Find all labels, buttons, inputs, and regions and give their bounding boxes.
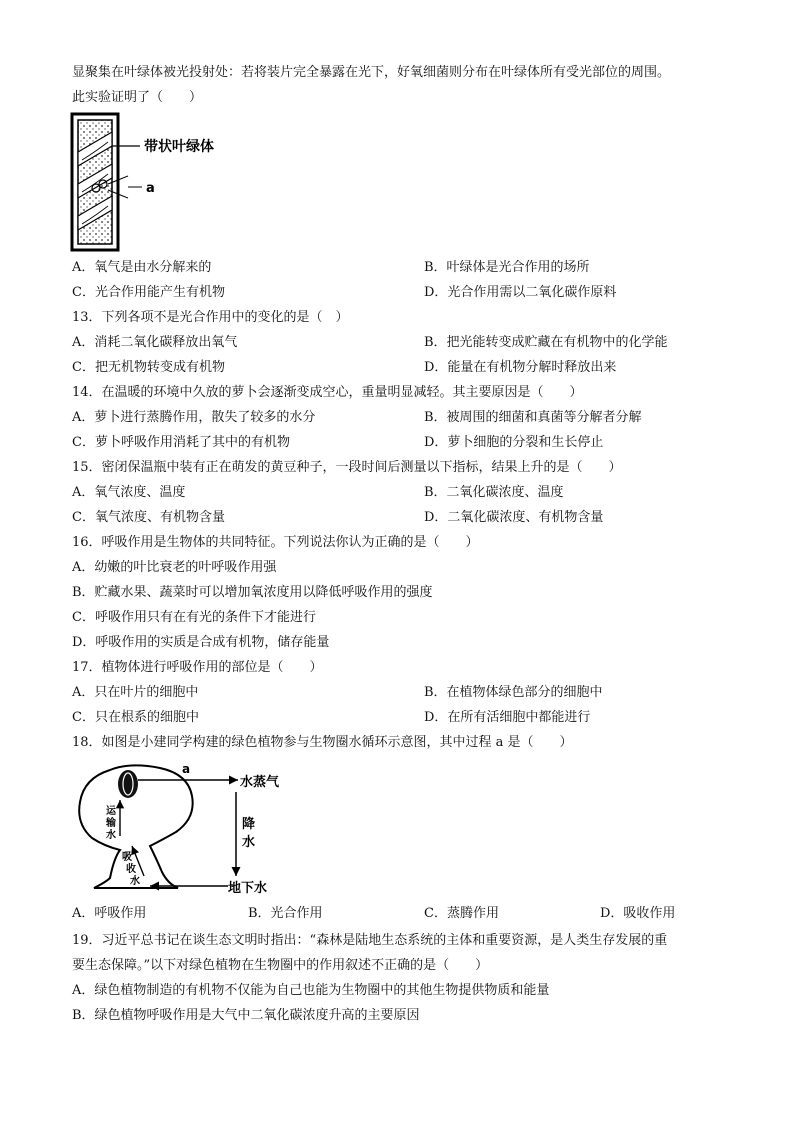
- q18-option-b: B．光合作用: [248, 906, 323, 921]
- q13-option-a: A．消耗二氧化碳释放出氧气: [72, 335, 238, 350]
- q13-stem: 13．下列各项不是光合作用中的变化的是（ ）: [72, 310, 349, 325]
- q12-option-b: B．叶绿体是光合作用的场所: [424, 260, 590, 275]
- intro-line-2: 此实验证明了（ ）: [72, 90, 203, 105]
- water-cycle-figure: [70, 758, 310, 898]
- q14-option-a: A．萝卜进行蒸腾作用，散失了较多的水分: [72, 410, 316, 425]
- q17-option-a: A．只在叶片的细胞中: [72, 685, 199, 700]
- chloroplast-figure: [70, 112, 240, 254]
- q14-stem: 14．在温暖的环境中久放的萝卜会逐渐变成空心，重量明显减轻。其主要原因是（ ）: [72, 385, 583, 400]
- q16-option-a: A．幼嫩的叶比衰老的叶呼吸作用强: [72, 560, 277, 575]
- q12-option-d: D．光合作用需以二氧化碳作原料: [424, 285, 617, 300]
- q15-stem: 15．密闭保温瓶中装有正在萌发的黄豆种子，一段时间后测量以下指标，结果上升的是（ ）: [72, 460, 622, 475]
- q14-option-b: B．被周围的细菌和真菌等分解者分解: [424, 410, 642, 425]
- intro-line-1: 显聚集在叶绿体被光投射处：若将装片完全暴露在光下，好氧细菌则分布在叶绿体所有受光部位的周围。: [72, 65, 671, 80]
- leaf-icon: [118, 770, 138, 798]
- q12-option-a: A．氧气是由水分解来的: [72, 260, 212, 275]
- q17-option-d: D．在所有活细胞中都能进行: [424, 710, 591, 725]
- q17-stem: 17．植物体进行呼吸作用的部位是（ ）: [72, 660, 323, 675]
- label-rain-2: 水: [242, 835, 256, 850]
- q13-option-d: D．能量在有机物分解时释放出来: [424, 360, 617, 375]
- q14-option-d: D．萝卜细胞的分裂和生长停止: [424, 435, 604, 450]
- label-absorb-2: 收: [126, 864, 136, 875]
- label-absorb-3: 水: [130, 876, 140, 887]
- label-a: a: [146, 181, 155, 196]
- q15-option-c: C．氧气浓度、有机物含量: [72, 510, 225, 525]
- q17-option-c: C．只在根系的细胞中: [72, 710, 199, 725]
- q19-stem-1: 19．习近平总书记在谈生态文明时指出：“森林是陆地生态系统的主体和重要资源，是人类生存发展的重: [72, 933, 668, 948]
- q16-stem: 16．呼吸作用是生物体的共同特征。下列说法你认为正确的是（ ）: [72, 535, 479, 550]
- label-transport-2: 输: [106, 818, 116, 829]
- q18-stem: 18．如图是小建同学构建的绿色植物参与生物圈水循环示意图，其中过程 a 是（ ）: [72, 735, 573, 750]
- label-chloroplast: 带状叶绿体: [144, 139, 214, 155]
- q16-option-c: C．呼吸作用只有在有光的条件下才能进行: [72, 610, 316, 625]
- q16-option-b: B．贮藏水果、蔬菜时可以增加氧浓度用以降低呼吸作用的强度: [72, 585, 433, 600]
- label-vapor: 水蒸气: [240, 775, 280, 790]
- q19-stem-2: 要生态保障。”以下对绿色植物在生物圈中的作用叙述不正确的是（ ）: [72, 958, 489, 973]
- label-transport-3: 水: [106, 830, 116, 841]
- q15-option-a: A．氧气浓度、温度: [72, 485, 186, 500]
- q15-option-b: B．二氧化碳浓度、温度: [424, 485, 564, 500]
- q18-option-c: C．蒸腾作用: [424, 906, 499, 921]
- q14-option-c: C．萝卜呼吸作用消耗了其中的有机物: [72, 435, 290, 450]
- q13-option-c: C．把无机物转变成有机物: [72, 360, 225, 375]
- q12-option-c: C．光合作用能产生有机物: [72, 285, 225, 300]
- q18-option-d: D．吸收作用: [600, 906, 676, 921]
- q13-option-b: B．把光能转变成贮藏在有机物中的化学能: [424, 335, 668, 350]
- label-rain-1: 降: [242, 817, 256, 832]
- q16-option-d: D．呼吸作用的实质是合成有机物，储存能量: [72, 635, 330, 650]
- q18-option-a: A．呼吸作用: [72, 906, 147, 921]
- q17-option-b: B．在植物体绿色部分的细胞中: [424, 685, 603, 700]
- label-transport-1: 运: [106, 806, 116, 817]
- q19-option-a: A．绿色植物制造的有机物不仅能为自己也能为生物圈中的其他生物提供物质和能量: [72, 983, 550, 998]
- q15-option-d: D．二氧化碳浓度、有机物含量: [424, 510, 604, 525]
- label-groundwater: 地下水: [228, 881, 268, 896]
- label-a: a: [182, 762, 191, 776]
- label-absorb-1: 吸: [122, 852, 132, 863]
- q19-option-b: B．绿色植物呼吸作用是大气中二氧化碳浓度升高的主要原因: [72, 1008, 420, 1023]
